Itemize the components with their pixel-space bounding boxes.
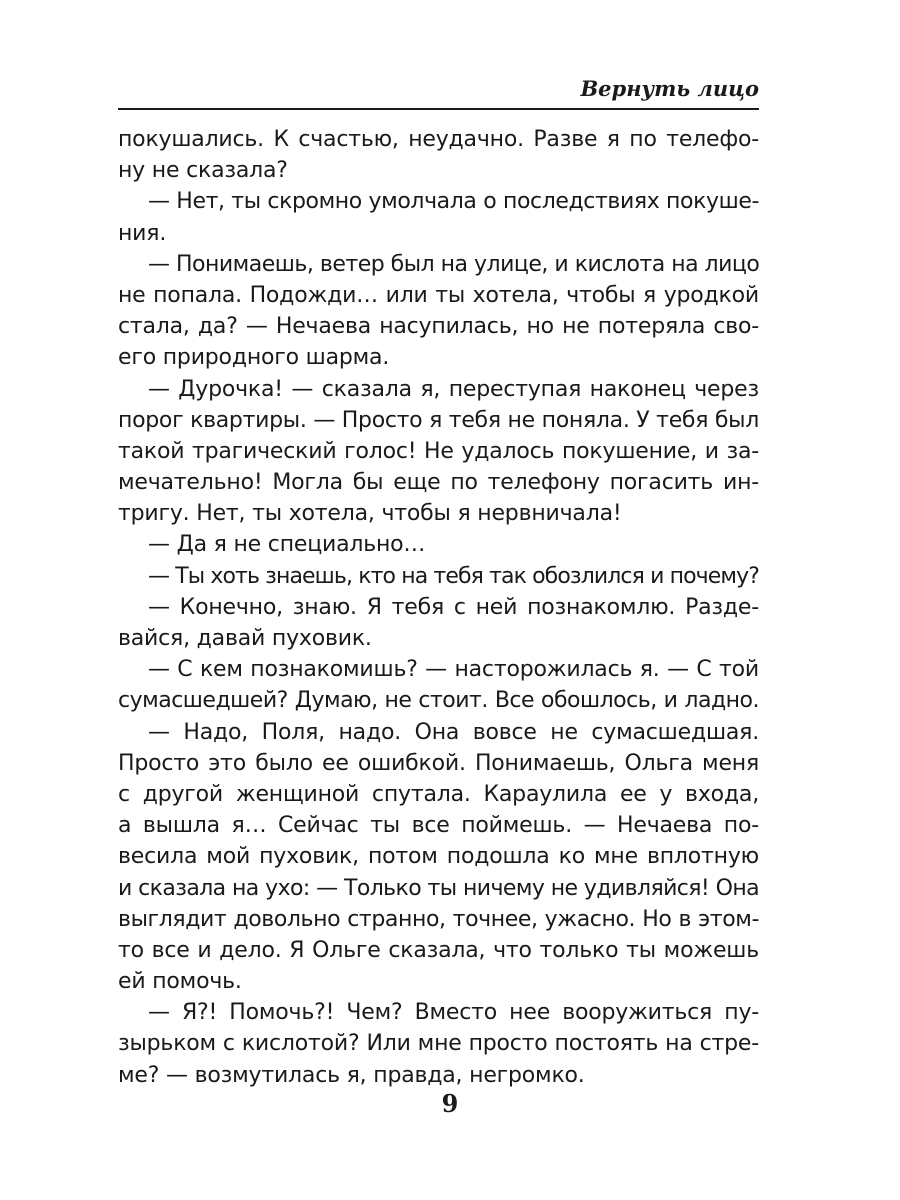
text-line: сумасшедшей? Думаю, не стоит. Все обошлось, и ладно. (118, 688, 759, 714)
text-line: — Надо, Поля, надо. Она вовсе не сумасшедшая. (148, 719, 759, 745)
text-line: — Дурочка! — сказала я, переступая наконец через (148, 376, 759, 402)
text-line: тригу. Нет, ты хотела, чтобы я нервничала! (118, 501, 622, 527)
header-rule (118, 108, 759, 110)
running-title: Вернуть лицо (580, 76, 759, 101)
text-line: не попала. Подожди… или ты хотела, чтобы я уродкой (118, 282, 759, 308)
text-line: — Ты хоть знаешь, кто на тебя так обозлился и почему? (148, 563, 759, 589)
text-line: а вышла я… Сейчас ты все поймешь. — Нечаева по- (118, 813, 759, 839)
text-line: то все и дело. Я Ольге сказала, что только ты можешь (118, 937, 759, 963)
text-line: такой трагический голос! Не удалось покушение, и за- (118, 438, 759, 464)
text-line: — Нет, ты скромно умолчала о последствиях покуше- (148, 189, 759, 215)
text-line: — Я?! Помочь?! Чем? Вместо нее вооружиться пу- (148, 1000, 759, 1026)
text-line: с другой женщиной спутала. Караулила ее у входа, (118, 781, 759, 807)
text-line: весила мой пуховик, потом подошла ко мне вплотную (118, 844, 759, 870)
text-line: выглядит довольно странно, точнее, ужасно. Но в этом- (118, 906, 759, 932)
text-line: ей помочь. (118, 969, 242, 995)
text-line: ния. (118, 220, 167, 246)
text-line: ме? — возмутилась я, правда, негромко. (118, 1062, 585, 1088)
text-line: ну не сказала? (118, 158, 288, 184)
text-line: зырьком с кислотой? Или мне просто постоять на стре- (118, 1031, 759, 1057)
text-line: покушались. К счастью, неудачно. Разве я по телефо- (118, 127, 759, 152)
text-line: его природного шарма. (118, 345, 390, 371)
text-line: — С кем познакомишь? — насторожилась я. — С той (148, 657, 759, 683)
text-line: вайся, давай пуховик. (118, 626, 372, 651)
text-line: мечательно! Могла бы еще по телефону погасить ин- (118, 470, 759, 496)
text-line: и сказала на ухо: — Только ты ничему не удивляйся! Она (118, 875, 759, 901)
text-line: — Да я не специально… (148, 532, 426, 558)
page-number: 9 (441, 1089, 459, 1118)
body-text (118, 124, 759, 1091)
text-line: порог квартиры. — Просто я тебя не поняла. У тебя был (118, 407, 759, 433)
text-line: — Понимаешь, ветер был на улице, и кислота на лицо (148, 251, 760, 277)
text-line: Просто это было ее ошибкой. Понимаешь, Ольга меня (118, 750, 759, 776)
text-line: — Конечно, знаю. Я тебя с ней познакомлю. Разде- (148, 594, 759, 620)
text-line: стала, да? — Нечаева насупилась, но не потеряла сво- (118, 314, 759, 340)
